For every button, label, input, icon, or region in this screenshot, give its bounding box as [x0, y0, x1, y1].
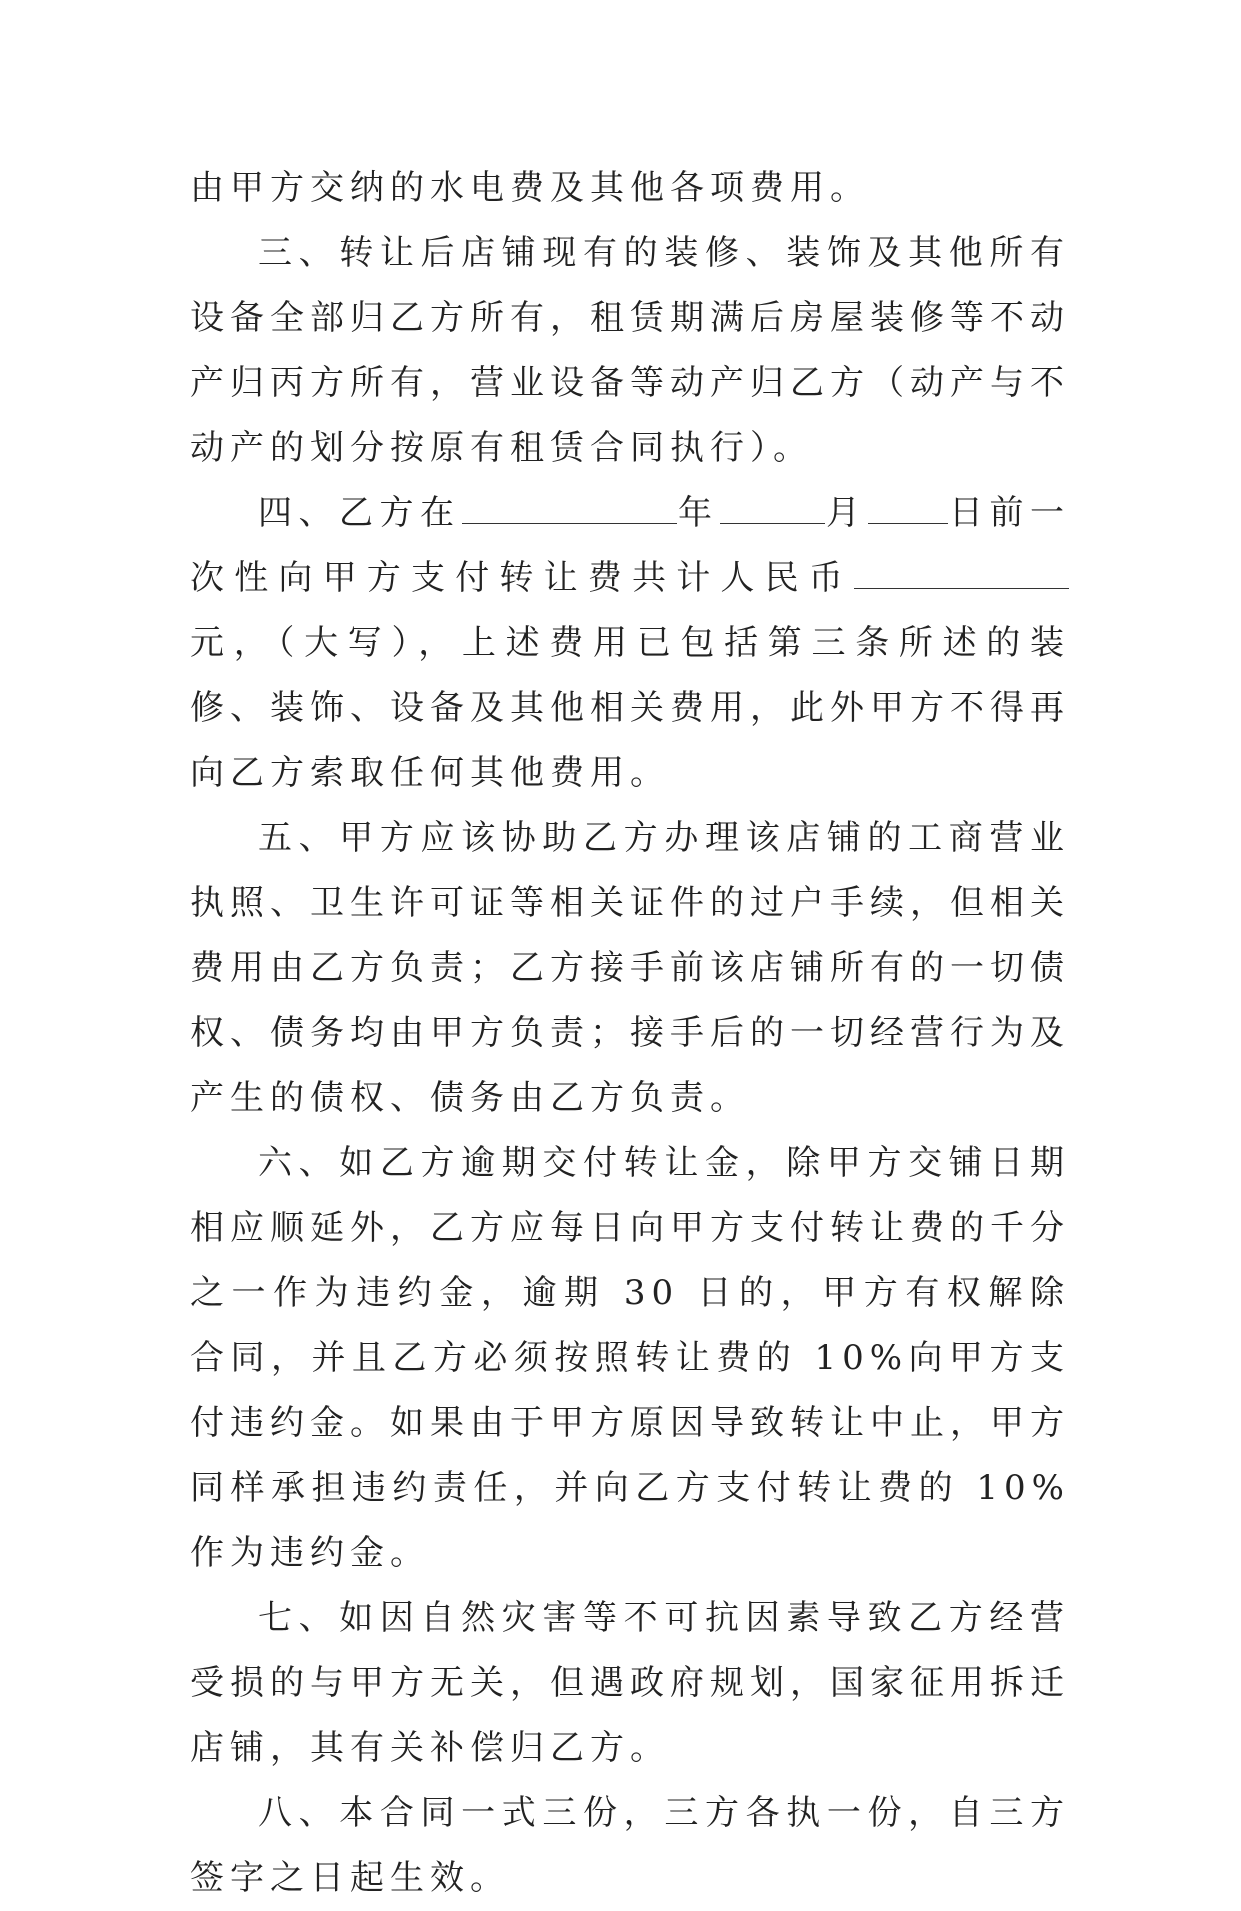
clause-4-text-c: 月 — [825, 493, 867, 533]
clause-4-text-a: 四、乙方在 — [258, 493, 461, 533]
blank-amount — [854, 558, 1069, 589]
clause-5: 五、甲方应该协助乙方办理该店铺的工商营业执照、卫生许可证等相关证件的过户手续，但相关费用由乙方负责；乙方接手前该店铺所有的一切债权、债务均由甲方负责；接手后的一切经营行为及产生的债权、债务由乙方负责。 — [190, 818, 1070, 1118]
clause-4-text-b: 年 — [677, 493, 719, 533]
contract-body — [190, 156, 1070, 1911]
blank-year — [462, 493, 677, 524]
clause-6: 六、如乙方逾期交付转让金，除甲方交铺日期相应顺延外，乙方应每日向甲方支付转让费的千分之一作为违约金，逾期 30 日的，甲方有权解除合同，并且乙方必须按照转让费的 10%向甲方支付违约金。如果由于甲方原因导致转让中止，甲方同样承担违约责任，并向乙方支付转让费的 10%作为违约金。 — [190, 1143, 1070, 1573]
clause-8: 八、本合同一式三份，三方各执一份，自三方签字之日起生效。 — [190, 1793, 1070, 1898]
clause-7: 七、如因自然灾害等不可抗因素导致乙方经营受损的与甲方无关，但遇政府规划，国家征用拆迁店铺，其有关补偿归乙方。 — [190, 1598, 1070, 1768]
blank-month — [720, 493, 825, 524]
paragraph-continued: 由甲方交纳的水电费及其他各项费用。 — [190, 168, 870, 208]
clause-4-text-d: 日前一次性向甲方支付转让费共计人民币 — [190, 493, 1070, 598]
clause-4-text-e: 元，（大写），上述费用已包括第三条所述的装修、装饰、设备及其他相关费用，此外甲方不得再向乙方索取任何其他费用。 — [190, 623, 1070, 793]
clause-3: 三、转让后店铺现有的装修、装饰及其他所有设备全部归乙方所有，租赁期满后房屋装修等不动产归丙方所有，营业设备等动产归乙方（动产与不动产的划分按原有租赁合同执行）。 — [190, 233, 1070, 468]
clause-4 — [190, 481, 1070, 806]
blank-day — [868, 493, 948, 524]
